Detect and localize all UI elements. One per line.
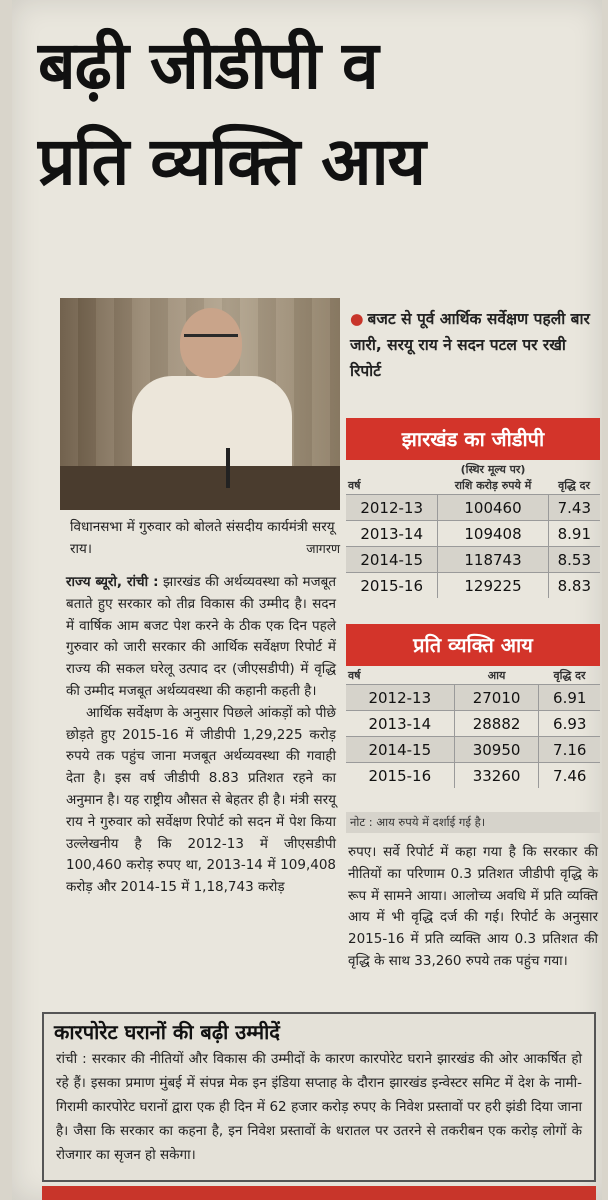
pc-cell-income: 28882 <box>454 711 539 737</box>
corporate-story-body: रांची : सरकार की नीतियों और विकास की उम्मीदों के कारण कारपोरेट घराने झारखंड की ओर आकर्षित हो रहे हैं। इसका प्रमाण मुंबई में संपन्न मेक इन इंडिया सप्ताह के दौरान झारखंड इन्वेस्टर समिट में देश के नामी-गिरामी कारपोरेट घरानों द्वारा एक ही दिन में 62 हजार करोड़ रुपए के निवेश प्रस्तावों पर हरी झंडी दिया जाना है। जैसा कि सरकार का कहना है, इन निवेश प्रस्तावों के धरातल पर उतरने से तकरीबन एक करोड़ लोगों के रोजगार का सृजन हो सकेगा। <box>56 1051 582 1163</box>
gdp-table-title: झारखंड का जीडीपी <box>346 418 600 460</box>
pc-cell-growth: 6.91 <box>539 685 600 711</box>
gdp-cell-year: 2015-16 <box>346 573 438 599</box>
photo-caption-text: विधानसभा में गुरुवार को बोलते संसदीय कार्यमंत्री सरयू राय। <box>70 519 335 557</box>
pc-cell-year: 2015-16 <box>346 763 454 789</box>
gdp-cell-growth: 8.53 <box>548 547 600 573</box>
table-row <box>346 573 600 599</box>
pc-cell-income: 33260 <box>454 763 539 789</box>
gdp-table <box>346 462 600 598</box>
table-row <box>346 685 600 711</box>
photo-caption <box>70 516 340 560</box>
gdp-cell-growth: 8.91 <box>548 521 600 547</box>
gdp-cell-growth: 8.83 <box>548 573 600 599</box>
article-left-column <box>66 572 336 899</box>
gdp-col-amount: राशि करोड़ रुपये में <box>454 479 532 492</box>
highlight-bullets <box>350 306 598 384</box>
pc-cell-growth: 7.46 <box>539 763 600 789</box>
gdp-cell-year: 2013-14 <box>346 521 438 547</box>
article-paragraph-3: रुपए। सर्वे रिपोर्ट में कहा गया है कि सरकार की नीतियों का परिणाम 0.3 प्रतिशत जीडीपी वृद्धि के रूप में सामने आया। आलोच्य अवधि में प्रति व्यक्ति आय में भी वृद्धि दर्ज की गई। रिपोर्ट के अनुसार 2015-16 में प्रति व्यक्ति आय 0.3 प्रतिशत की वृद्धि के साथ 33,260 रुपये तक पहुंच गया। <box>348 844 598 969</box>
photo-person-glasses <box>184 334 238 347</box>
gdp-cell-year: 2014-15 <box>346 547 438 573</box>
bullet-item: बजट से पूर्व आर्थिक सर्वेक्षण पहली बार जारी, सरयू राय ने सदन पटल पर रखी रिपोर्ट <box>350 310 590 380</box>
pc-cell-income: 30950 <box>454 737 539 763</box>
bottom-red-strip <box>42 1186 596 1200</box>
gdp-cell-growth: 7.43 <box>548 495 600 521</box>
per-capita-note: नोट : आय रुपये में दर्शाई गई है। <box>346 812 600 833</box>
corporate-story-title: कारपोरेट घरानों की बढ़ी उम्मीदें <box>54 1020 280 1044</box>
pc-col-income: आय <box>487 669 506 682</box>
pc-cell-year: 2013-14 <box>346 711 454 737</box>
pc-cell-growth: 6.93 <box>539 711 600 737</box>
newspaper-page <box>12 0 602 1200</box>
table-row <box>346 547 600 573</box>
gdp-table-subheader: (स्थिर मूल्य पर) <box>460 463 526 476</box>
pc-table-header-row <box>346 668 600 685</box>
gdp-cell-amount: 109408 <box>438 521 548 547</box>
headline-line-1: बढ़ी जीडीपी व <box>38 27 378 104</box>
article-dateline: राज्य ब्यूरो, रांची : <box>66 574 159 590</box>
per-capita-table-title: प्रति व्यक्ति आय <box>346 624 600 666</box>
pc-col-growth: वृद्धि दर <box>553 669 586 682</box>
gdp-cell-year: 2012-13 <box>346 495 438 521</box>
table-row <box>346 737 600 763</box>
photo-microphone <box>226 448 230 488</box>
table-row <box>346 495 600 521</box>
photo-credit: जागरण <box>306 541 340 556</box>
pc-col-year: वर्ष <box>348 669 361 682</box>
gdp-cell-amount: 129225 <box>438 573 548 599</box>
article-right-column <box>348 842 598 973</box>
article-paragraph-2: आर्थिक सर्वेक्षण के अनुसार पिछले आंकड़ों को पीछे छोड़ते हुए 2015-16 में जीडीपी 1,29,225 करोड़ रुपये तक पहुंच जाना मजबूत अर्थव्यवस्था की गवाही देता है। इस वर्ष जीडीपी 8.83 प्रतिशत रहने का अनुमान है। यह राष्ट्रीय औसत से बेहतर ही है। मंत्री सरयू राय ने गुरुवार को सर्वेक्षण रिपोर्ट को सदन में पेश किया उल्लेखनीय है कि 2012-13 में जीएसडीपी 100,460 करोड़ रुपए था, 2013-14 में 109,408 करोड़ और 2014-15 में 1,18,743 करोड़ <box>66 704 336 896</box>
headline <box>38 18 598 210</box>
gdp-cell-amount: 118743 <box>438 547 548 573</box>
pc-cell-year: 2012-13 <box>346 685 454 711</box>
minister-photo <box>60 298 340 510</box>
bullet-dot-icon: ● <box>350 310 364 328</box>
table-row <box>346 763 600 789</box>
gdp-col-year: वर्ष <box>348 479 361 492</box>
per-capita-table <box>346 668 600 788</box>
table-row <box>346 711 600 737</box>
article-paragraph-1-text: झारखंड की अर्थव्यवस्था को मजबूत बताते हुए सरकार को तीव्र विकास की उम्मीद है। सदन में वार्षिक आम बजट पेश करने के ठीक एक दिन पहले गुरुवार को जारी सरकार की आर्थिक सर्वेक्षण रिपोर्ट में राज्य की सकल घरेलू उत्पाद दर (जीएसडीपी) में वृद्धि की उम्मीद मजबूत अर्थव्यवस्था की कहानी कहती है। <box>66 574 337 699</box>
gdp-table-subheader-row <box>346 462 600 478</box>
pc-cell-income: 27010 <box>454 685 539 711</box>
photo-desk <box>60 466 340 510</box>
headline-line-2: प्रति व्यक्ति आय <box>38 123 425 200</box>
pc-cell-year: 2014-15 <box>346 737 454 763</box>
pc-cell-growth: 7.16 <box>539 737 600 763</box>
table-row <box>346 521 600 547</box>
corporate-story-box <box>42 1012 596 1182</box>
gdp-table-header-row <box>346 478 600 495</box>
gdp-col-growth: वृद्धि दर <box>558 479 591 492</box>
gdp-cell-amount: 100460 <box>438 495 548 521</box>
article-paragraph-1 <box>66 572 336 703</box>
